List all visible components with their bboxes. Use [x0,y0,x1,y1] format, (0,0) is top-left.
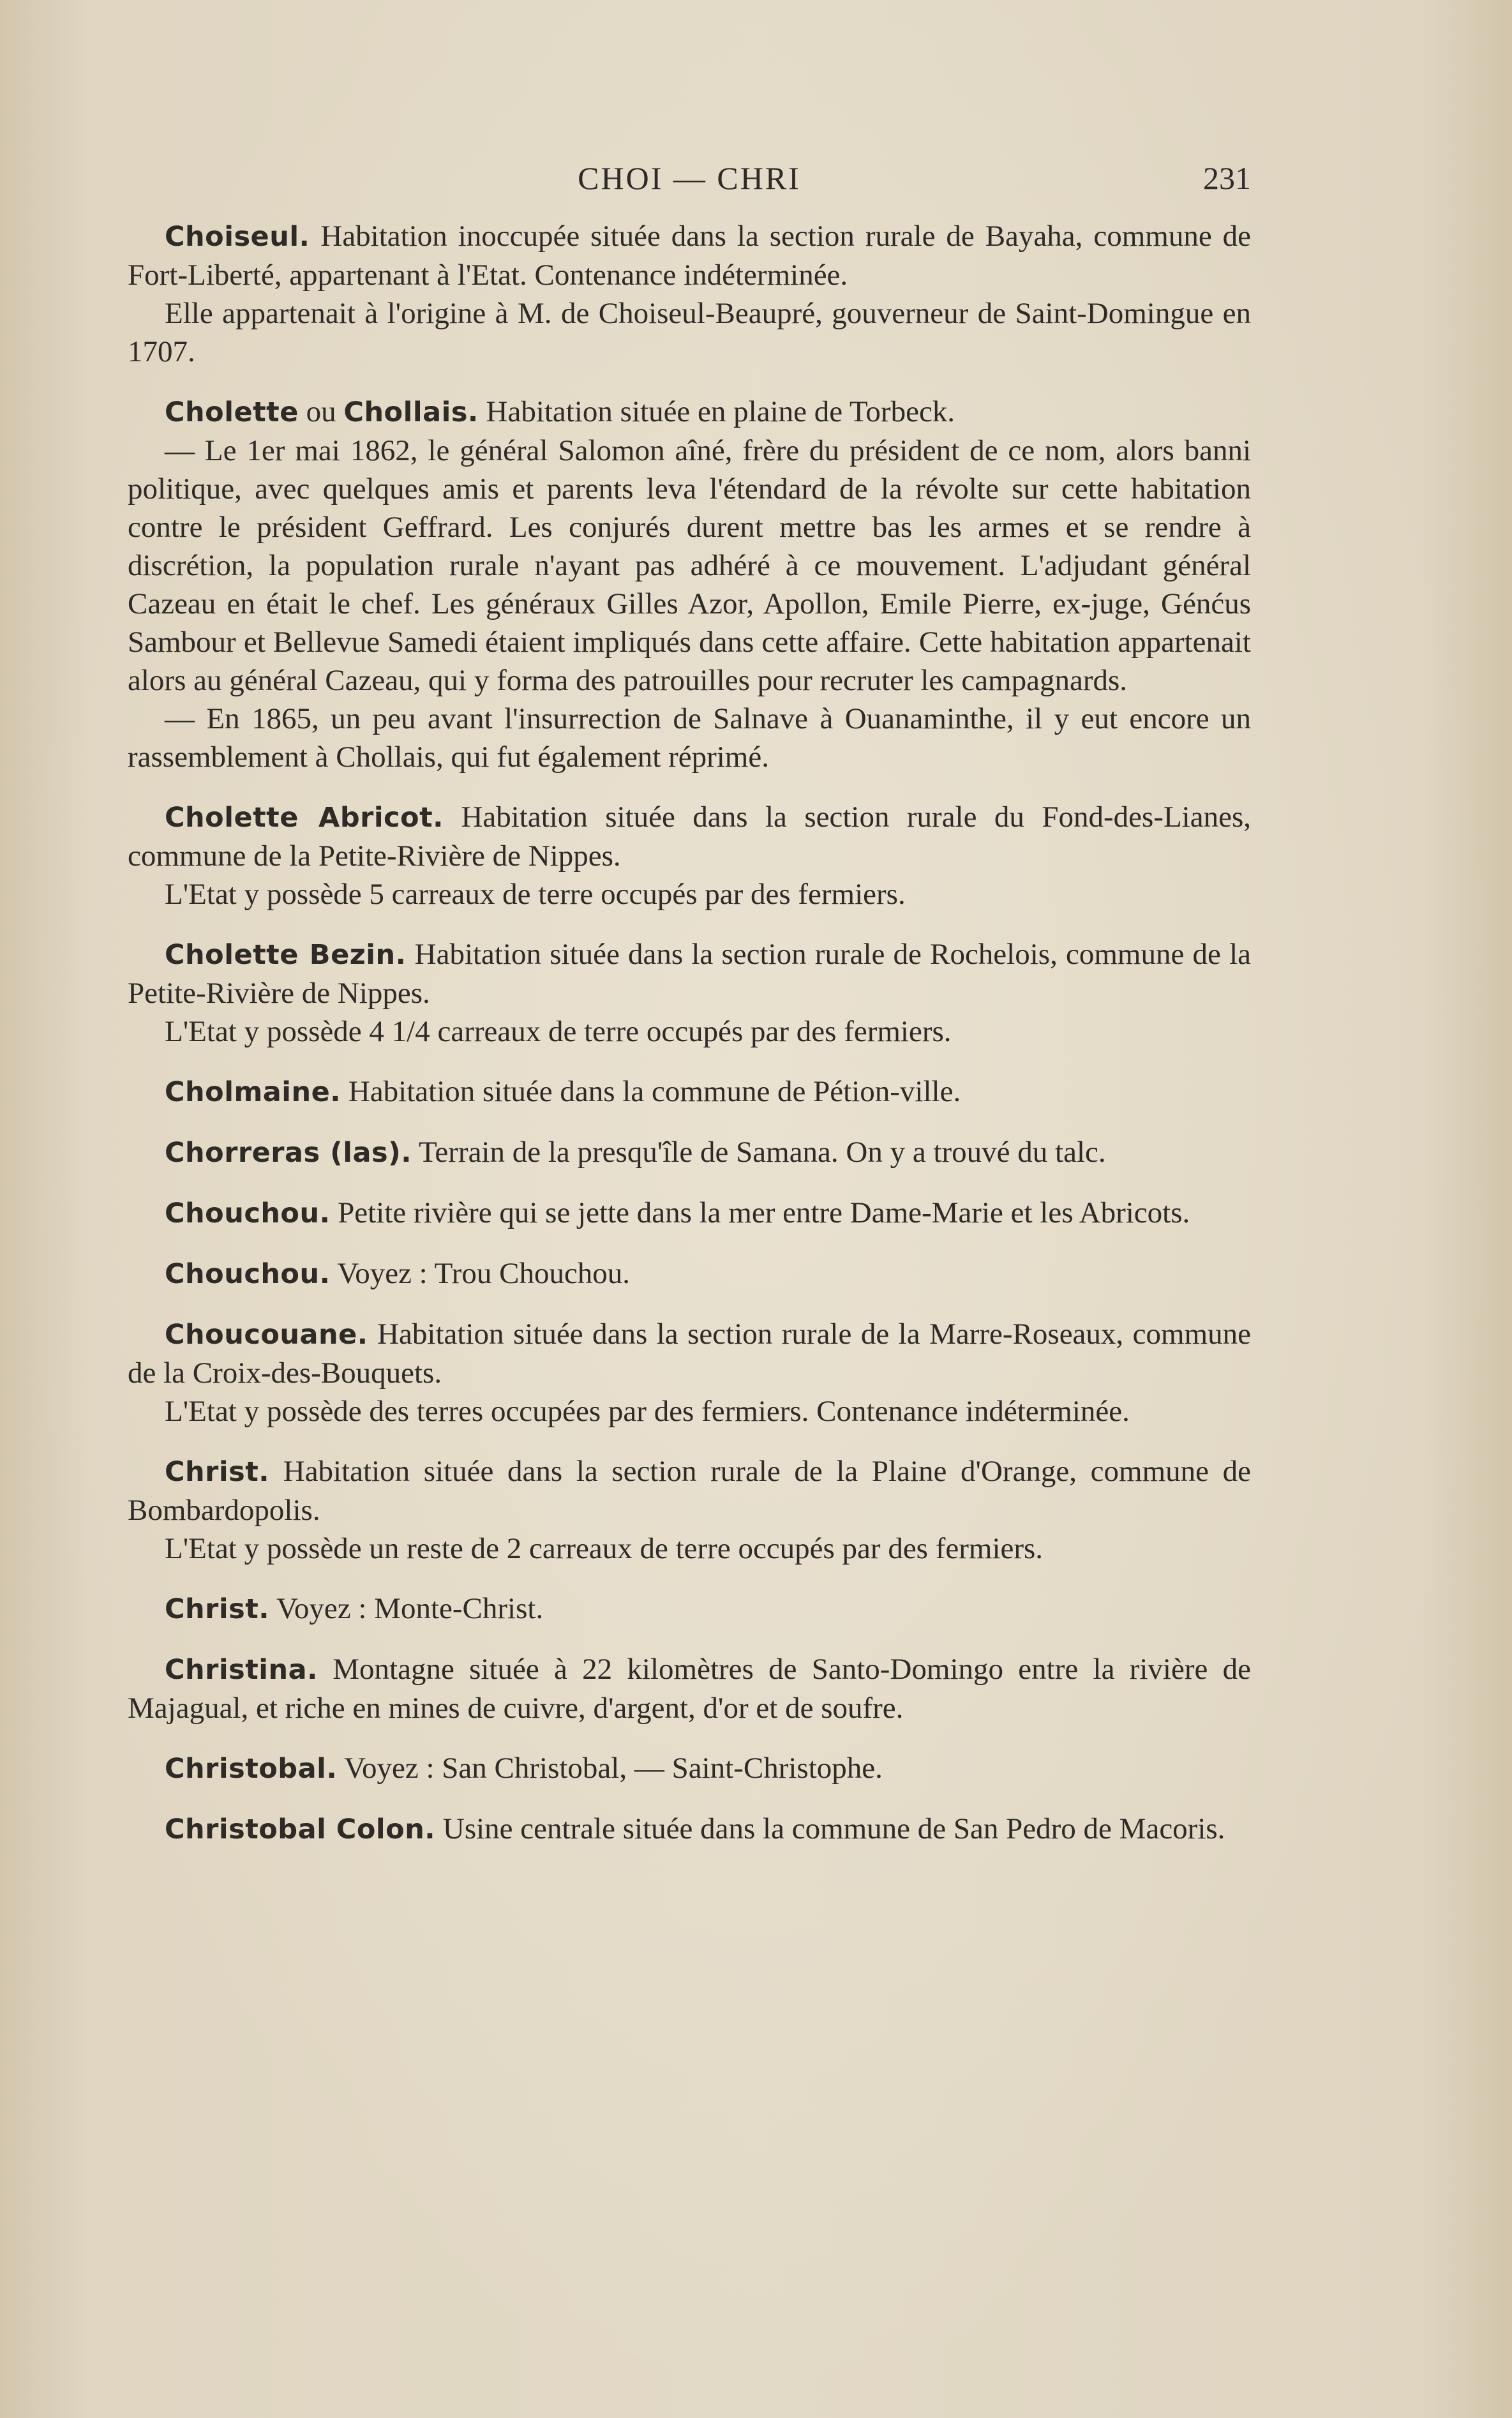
entry-christ-habitation [128,1452,1251,1568]
entry-choiseul [128,217,1251,371]
entry-paragraph [128,1072,1251,1111]
entry-cholette-abricot [128,798,1251,913]
entry-chorreras [128,1133,1251,1172]
entry-paragraph: L'Etat y possède un reste de 2 carreaux de terre occupés par des fermiers. [165,1532,1044,1565]
entry-text: Habitation située dans la commune de Pétion-ville. [348,1075,961,1108]
entry-cholmaine [128,1072,1251,1111]
headword: Chorreras (las). [165,1137,412,1169]
entry-paragraph [128,1810,1251,1849]
entry-paragraph [128,935,1251,1012]
headword: Cholmaine. [165,1076,341,1108]
entry-paragraph [128,1749,1251,1788]
headword: Cholette [165,396,299,428]
entry-text: Usine centrale située dans la commune de San Pedro de Macoris. [442,1812,1225,1845]
headword: Christina. [165,1654,318,1686]
entry-christina [128,1650,1251,1727]
entry-text: Voyez : San Christobal, — Saint-Christophe. [344,1752,883,1785]
entry-cholette-bezin [128,935,1251,1051]
headword: Chouchou. [165,1258,331,1290]
entry-chouchou-river [128,1194,1251,1233]
entry-text: Voyez : Trou Chouchou. [337,1257,631,1290]
entry-text: Montagne située à 22 kilomètres de Santo-Domingo entre la rivière de Majagual, et riche en mines de cuivre, d'argent, d'or et de soufre. [128,1653,1251,1725]
headword-variant: Chollais. [343,396,479,428]
entry-text: Petite rivière qui se jette dans la mer entre Dame-Marie et les Abricots. [338,1196,1190,1229]
entry-paragraph [128,217,1251,294]
headword: Choiseul. [165,221,310,253]
entry-text: Habitation située dans la section rurale de la Marre-Roseaux, commune de la Croix-des-Bouquets. [128,1318,1251,1390]
page-number: 231 [1203,160,1251,196]
entry-paragraph: L'Etat y possède 5 carreaux de terre occupés par des fermiers. [165,878,906,911]
entry-chouchou-ref [128,1254,1251,1293]
entry-paragraph [128,1254,1251,1293]
entry-paragraph [128,1194,1251,1233]
entry-christobal [128,1749,1251,1788]
entry-paragraph: — Le 1er mai 1862, le général Salomon aîné, frère du président de ce nom, alors banni politique, avec quelques amis et parents leva l'étendard de la révolte sur cette habitation contre le président Geffrard. Les conjurés durent mettre bas les armes et se rendre à discrétion, la population rurale n'ayant pas adhéré à ce mouvement. L'adjudant général Cazeau en était le chef. Les généraux Gilles Azor, Apollon, Emile Pierre, ex-juge, Génćus Sambour et Bellevue Samedi étaient impliqués dans cette affaire. Cette habitation appartenait alors au général Cazeau, qui y forma des patrouilles pour recruter les campagnards. [128,434,1251,697]
entry-paragraph: L'Etat y possède des terres occupées par des fermiers. Contenance indéterminée. [165,1395,1130,1428]
headword: Choucouane. [165,1319,368,1351]
headword: Christobal Colon. [165,1814,436,1845]
entry-paragraph: Elle appartenait à l'origine à M. de Choiseul-Beaupré, gouverneur de Saint-Domingue en 1707. [128,297,1251,368]
entry-choucouane [128,1315,1251,1431]
headword: Cholette Abricot. [165,802,444,834]
headword-connector: ou [306,395,336,428]
entry-paragraph: L'Etat y possède 4 1/4 carreaux de terre occupés par des fermiers. [165,1015,952,1048]
entry-text: Habitation située dans la section rurale du Fond-des-Lianes, commune de la Petite-Rivière de Nippes. [128,800,1251,873]
entry-paragraph [128,1315,1251,1392]
entry-text: Habitation inoccupée située dans la section rurale de Bayaha, commune de Fort-Liberté, appartenant à l'Etat. Contenance indéterminée. [128,220,1251,292]
entry-paragraph: — En 1865, un peu avant l'insurrection de Salnave à Ouanaminthe, il y eut encore un rassemblement à Chollais, qui fut également réprimé. [128,702,1251,774]
headword: Christobal. [165,1753,338,1785]
entry-cholette-chollais [128,393,1251,776]
entry-christobal-colon [128,1810,1251,1849]
page-header [128,160,1251,198]
entry-text: Habitation située dans la section rurale de la Plaine d'Orange, commune de Bombardopolis. [128,1455,1252,1527]
headword: Cholette Bezin. [165,939,407,971]
entry-text: Habitation située dans la section rurale de Rochelois, commune de la Petite-Rivière de Nippes. [128,938,1252,1010]
headword: Christ. [165,1456,270,1488]
entry-paragraph [128,393,1251,432]
headword: Christ. [165,1593,270,1625]
entry-paragraph [128,1589,1251,1628]
entry-paragraph [128,1452,1251,1529]
entry-text: Voyez : Monte-Christ. [276,1592,544,1625]
entry-christ-ref [128,1589,1251,1628]
entry-paragraph [128,1133,1251,1172]
entry-paragraph [128,1650,1251,1727]
entry-text: Habitation située en plaine de Torbeck. [486,395,955,428]
headword: Chouchou. [165,1198,331,1229]
entry-paragraph [128,798,1251,875]
dictionary-body [128,217,1251,1870]
entry-text: Terrain de la presqu'île de Samana. On y a trouvé du talc. [418,1136,1106,1169]
running-head: CHOI — CHRI [578,160,801,196]
